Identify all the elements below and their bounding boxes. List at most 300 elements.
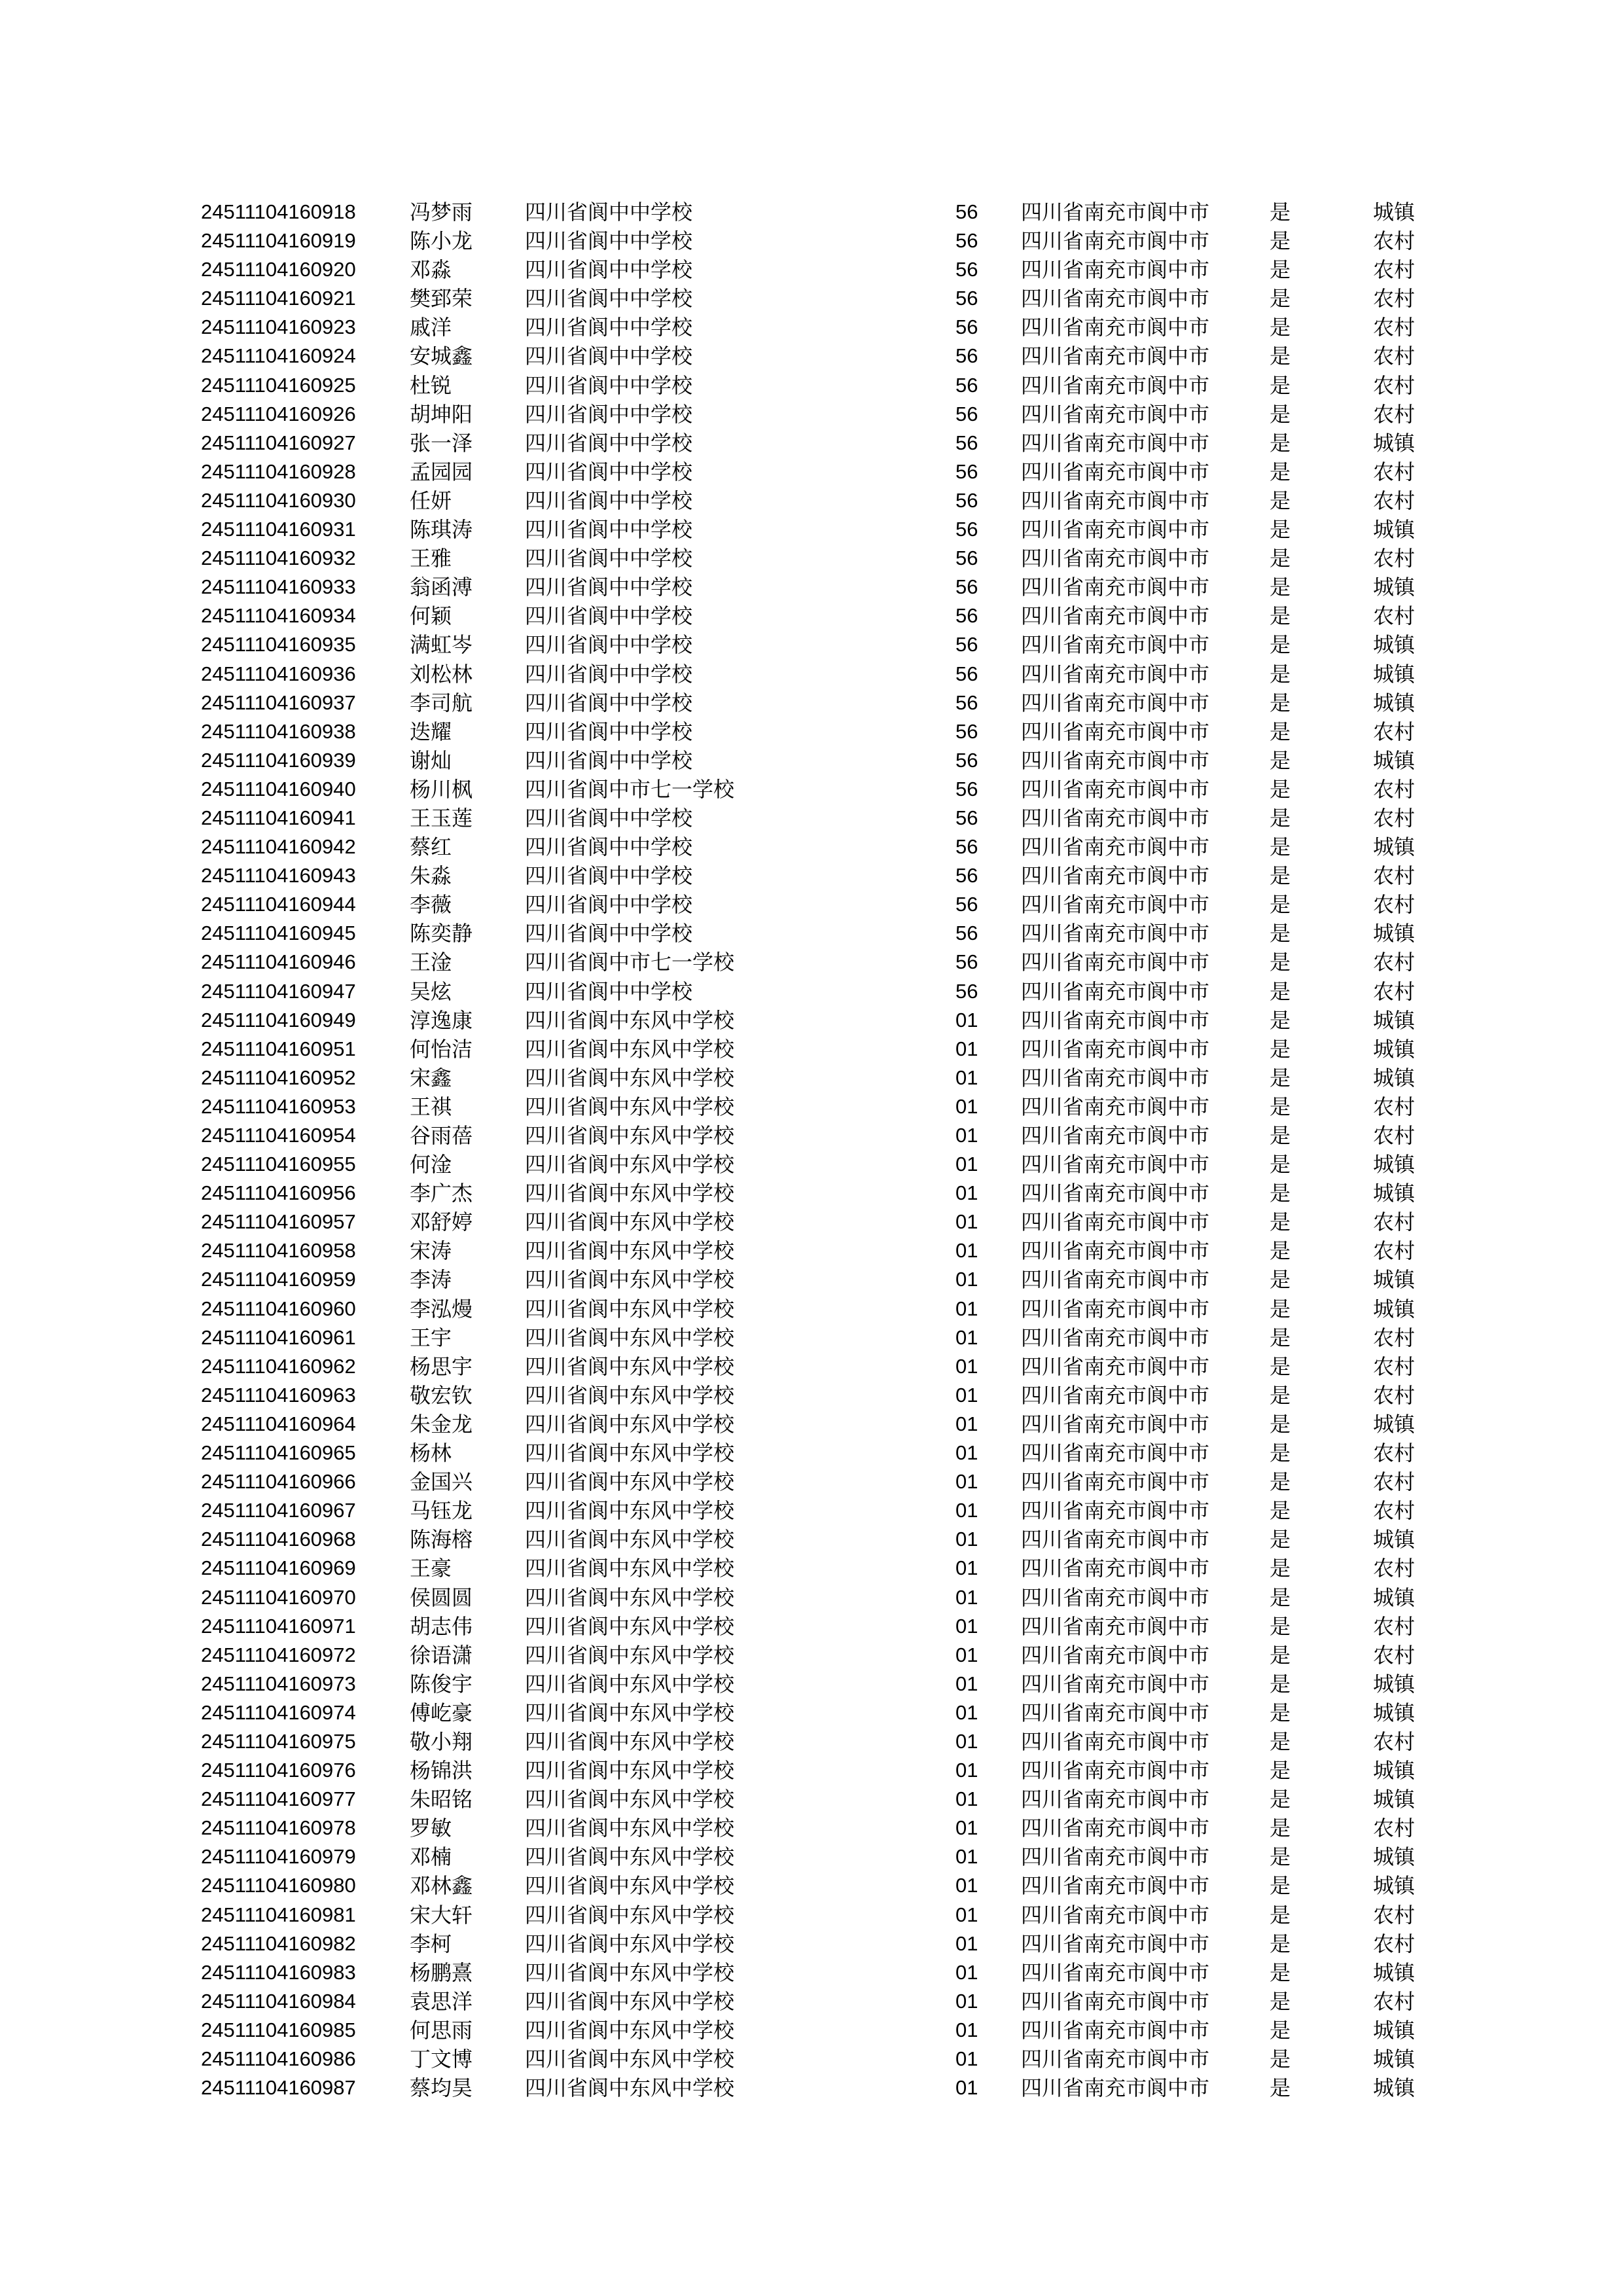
- eligibility-flag: 是: [1270, 661, 1291, 687]
- table-row: [0, 573, 1623, 601]
- household-region: 四川省南充市阆中市: [1021, 315, 1210, 340]
- school-name: 四川省阆中东风中学校: [525, 1354, 735, 1379]
- student-name: 罗敏: [410, 1816, 452, 1841]
- table-row: [0, 2016, 1623, 2045]
- school-name: 四川省阆中东风中学校: [525, 2075, 735, 2101]
- exam-number: 24511104160975: [201, 1729, 356, 1753]
- eligibility-flag: 是: [1270, 1411, 1291, 1437]
- household-region: 四川省南充市阆中市: [1021, 603, 1210, 629]
- eligibility-flag: 是: [1270, 459, 1291, 484]
- eligibility-flag: 是: [1270, 632, 1291, 658]
- eligibility-flag: 是: [1270, 200, 1291, 224]
- residence-type: 城镇: [1373, 1065, 1416, 1090]
- table-row: [0, 1901, 1623, 1929]
- exam-number: 24511104160947: [201, 979, 356, 1003]
- household-region: 四川省南充市阆中市: [1021, 1758, 1210, 1784]
- eligibility-flag: 是: [1270, 401, 1291, 427]
- household-region: 四川省南充市阆中市: [1021, 950, 1210, 975]
- table-row: [0, 1756, 1623, 1785]
- student-name: 王玉莲: [410, 805, 473, 831]
- residence-type: 农村: [1373, 1382, 1416, 1408]
- school-name: 四川省阆中东风中学校: [525, 2017, 735, 2043]
- student-name: 刘松林: [410, 661, 473, 687]
- student-name: 杜锐: [410, 372, 452, 398]
- school-code: 56: [955, 287, 978, 310]
- exam-number: 24511104160949: [201, 1008, 356, 1031]
- school-code: 01: [955, 1412, 978, 1435]
- exam-number: 24511104160923: [201, 315, 356, 339]
- exam-number: 24511104160986: [201, 2047, 356, 2070]
- residence-type: 农村: [1373, 1469, 1416, 1495]
- eligibility-flag: 是: [1270, 1325, 1291, 1350]
- school-code: 01: [955, 1989, 978, 2013]
- exam-number: 24511104160970: [201, 1585, 356, 1609]
- student-name: 李司航: [410, 690, 473, 715]
- table-row: [0, 1265, 1623, 1294]
- table-row: [0, 1150, 1623, 1179]
- exam-number: 24511104160935: [201, 633, 356, 656]
- residence-type: 农村: [1373, 978, 1416, 1004]
- table-row: [0, 1554, 1623, 1583]
- school-code: 56: [955, 922, 978, 945]
- school-code: 01: [955, 1960, 978, 1984]
- exam-number: 24511104160931: [201, 518, 356, 541]
- school-name: 四川省阆中东风中学校: [525, 1844, 735, 1870]
- residence-type: 城镇: [1373, 2047, 1416, 2072]
- eligibility-flag: 是: [1270, 1902, 1291, 1928]
- household-region: 四川省南充市阆中市: [1021, 863, 1210, 889]
- household-region: 四川省南充市阆中市: [1021, 1700, 1210, 1725]
- exam-number: 24511104160978: [201, 1816, 356, 1840]
- residence-type: 农村: [1373, 776, 1416, 802]
- household-region: 四川省南充市阆中市: [1021, 546, 1210, 571]
- student-name: 朱昭铭: [410, 1787, 473, 1812]
- exam-number: 24511104160937: [201, 691, 356, 714]
- exam-number: 24511104160971: [201, 1614, 356, 1638]
- school-name: 四川省阆中东风中学校: [525, 1642, 735, 1668]
- exam-number: 24511104160927: [201, 431, 356, 454]
- table-row: [0, 775, 1623, 804]
- table-row: [0, 2045, 1623, 2073]
- eligibility-flag: 是: [1270, 1960, 1291, 1985]
- student-name: 邓楠: [410, 1844, 452, 1870]
- exam-number: 24511104160984: [201, 1989, 356, 2013]
- student-name: 吴炫: [410, 978, 452, 1004]
- household-region: 四川省南充市阆中市: [1021, 1411, 1210, 1437]
- exam-number: 24511104160924: [201, 344, 356, 368]
- eligibility-flag: 是: [1270, 1729, 1291, 1754]
- table-row: [0, 977, 1623, 1006]
- household-region: 四川省南充市阆中市: [1021, 1671, 1210, 1696]
- school-code: 01: [955, 1787, 978, 1811]
- student-name: 胡志伟: [410, 1613, 473, 1639]
- household-region: 四川省南充市阆中市: [1021, 401, 1210, 427]
- table-row: [0, 1467, 1623, 1496]
- school-name: 四川省阆中中学校: [525, 315, 693, 340]
- school-name: 四川省阆中中学校: [525, 690, 693, 715]
- school-name: 四川省阆中东风中学校: [525, 1527, 735, 1552]
- school-code: 56: [955, 777, 978, 800]
- table-row: [0, 1035, 1623, 1064]
- eligibility-flag: 是: [1270, 575, 1291, 600]
- eligibility-flag: 是: [1270, 1873, 1291, 1899]
- household-region: 四川省南充市阆中市: [1021, 1585, 1210, 1610]
- eligibility-flag: 是: [1270, 1931, 1291, 1956]
- school-name: 四川省阆中东风中学校: [525, 1181, 735, 1206]
- student-name: 王淦: [410, 950, 452, 975]
- residence-type: 城镇: [1373, 632, 1416, 658]
- school-code: 56: [955, 979, 978, 1003]
- eligibility-flag: 是: [1270, 1700, 1291, 1725]
- table-row: [0, 1208, 1623, 1236]
- household-region: 四川省南充市阆中市: [1021, 286, 1210, 312]
- eligibility-flag: 是: [1270, 1758, 1291, 1784]
- residence-type: 城镇: [1373, 661, 1416, 687]
- table-row: [0, 1612, 1623, 1641]
- school-name: 四川省阆中中学校: [525, 978, 693, 1004]
- exam-number: 24511104160976: [201, 1759, 356, 1782]
- school-code: 56: [955, 575, 978, 599]
- exam-number: 24511104160943: [201, 864, 356, 888]
- student-name: 宋鑫: [410, 1065, 452, 1090]
- residence-type: 农村: [1373, 1556, 1416, 1581]
- student-name: 谢灿: [410, 747, 452, 773]
- table-row: [0, 1179, 1623, 1208]
- school-code: 01: [955, 1008, 978, 1031]
- student-name: 蔡红: [410, 834, 452, 860]
- student-name: 何颖: [410, 603, 452, 629]
- student-name: 宋大轩: [410, 1902, 473, 1928]
- student-name: 樊郅荣: [410, 286, 473, 312]
- student-name: 安城鑫: [410, 344, 473, 369]
- eligibility-flag: 是: [1270, 805, 1291, 831]
- household-region: 四川省南充市阆中市: [1021, 1931, 1210, 1956]
- exam-number: 24511104160969: [201, 1556, 356, 1580]
- student-name: 王豪: [410, 1556, 452, 1581]
- school-name: 四川省阆中东风中学校: [525, 1960, 735, 1985]
- residence-type: 城镇: [1373, 921, 1416, 946]
- eligibility-flag: 是: [1270, 1065, 1291, 1090]
- table-row: [0, 890, 1623, 919]
- residence-type: 城镇: [1373, 834, 1416, 860]
- household-region: 四川省南充市阆中市: [1021, 1816, 1210, 1841]
- household-region: 四川省南充市阆中市: [1021, 575, 1210, 600]
- school-code: 01: [955, 1816, 978, 1840]
- residence-type: 农村: [1373, 1210, 1416, 1235]
- household-region: 四川省南充市阆中市: [1021, 632, 1210, 658]
- school-code: 01: [955, 1210, 978, 1234]
- student-name: 朱淼: [410, 863, 452, 889]
- household-region: 四川省南充市阆中市: [1021, 2047, 1210, 2072]
- school-code: 01: [955, 1874, 978, 1897]
- household-region: 四川省南充市阆中市: [1021, 1123, 1210, 1148]
- school-code: 01: [955, 1153, 978, 1176]
- residence-type: 农村: [1373, 603, 1416, 629]
- school-code: 01: [955, 1931, 978, 1955]
- student-name: 敬小翔: [410, 1729, 473, 1754]
- eligibility-flag: 是: [1270, 950, 1291, 975]
- school-code: 01: [955, 1325, 978, 1349]
- table-row: [0, 948, 1623, 977]
- exam-number: 24511104160953: [201, 1094, 356, 1118]
- eligibility-flag: 是: [1270, 1441, 1291, 1466]
- school-code: 56: [955, 604, 978, 628]
- student-name: 何淦: [410, 1152, 452, 1177]
- student-name: 邓林鑫: [410, 1873, 473, 1899]
- student-name: 金国兴: [410, 1469, 473, 1495]
- table-row: [0, 1929, 1623, 1958]
- school-name: 四川省阆中东风中学校: [525, 1007, 735, 1033]
- school-code: 01: [955, 1499, 978, 1522]
- school-code: 56: [955, 258, 978, 281]
- student-name: 胡坤阳: [410, 401, 473, 427]
- school-name: 四川省阆中东风中学校: [525, 1671, 735, 1696]
- table-row: [0, 601, 1623, 630]
- school-name: 四川省阆中东风中学校: [525, 1036, 735, 1062]
- exam-number: 24511104160939: [201, 748, 356, 772]
- table-row: [0, 1323, 1623, 1352]
- school-name: 四川省阆中中学校: [525, 603, 693, 629]
- exam-number: 24511104160967: [201, 1499, 356, 1522]
- household-region: 四川省南充市阆中市: [1021, 1036, 1210, 1062]
- exam-number: 24511104160959: [201, 1268, 356, 1291]
- school-code: 56: [955, 806, 978, 829]
- residence-type: 城镇: [1373, 2075, 1416, 2101]
- student-name: 何怡洁: [410, 1036, 473, 1062]
- eligibility-flag: 是: [1270, 1238, 1291, 1264]
- school-code: 01: [955, 1672, 978, 1695]
- school-name: 四川省阆中中学校: [525, 401, 693, 427]
- eligibility-flag: 是: [1270, 344, 1291, 369]
- student-name: 丁文博: [410, 2047, 473, 2072]
- table-row: [0, 1525, 1623, 1554]
- household-region: 四川省南充市阆中市: [1021, 747, 1210, 773]
- table-row: [0, 313, 1623, 342]
- household-region: 四川省南充市阆中市: [1021, 1210, 1210, 1235]
- exam-number: 24511104160925: [201, 373, 356, 397]
- table-row: [0, 1814, 1623, 1842]
- household-region: 四川省南充市阆中市: [1021, 1296, 1210, 1321]
- residence-type: 农村: [1373, 372, 1416, 398]
- table-row: [0, 1496, 1623, 1525]
- student-name: 王宇: [410, 1325, 452, 1350]
- exam-number: 24511104160940: [201, 777, 356, 800]
- school-code: 01: [955, 1845, 978, 1869]
- household-region: 四川省南充市阆中市: [1021, 200, 1210, 224]
- residence-type: 农村: [1373, 1123, 1416, 1148]
- eligibility-flag: 是: [1270, 1816, 1291, 1841]
- school-code: 01: [955, 2018, 978, 2041]
- residence-type: 城镇: [1373, 1671, 1416, 1696]
- table-row: [0, 1641, 1623, 1670]
- eligibility-flag: 是: [1270, 257, 1291, 283]
- school-name: 四川省阆中中学校: [525, 344, 693, 369]
- school-code: 01: [955, 1037, 978, 1060]
- school-name: 四川省阆中中学校: [525, 372, 693, 398]
- school-code: 01: [955, 1239, 978, 1263]
- table-row: [0, 804, 1623, 833]
- school-code: 56: [955, 488, 978, 512]
- student-name: 杨川枫: [410, 776, 473, 802]
- table-row: [0, 1092, 1623, 1121]
- table-row: [0, 371, 1623, 400]
- residence-type: 农村: [1373, 805, 1416, 831]
- household-region: 四川省南充市阆中市: [1021, 892, 1210, 918]
- household-region: 四川省南充市阆中市: [1021, 1007, 1210, 1033]
- residence-type: 城镇: [1373, 575, 1416, 600]
- household-region: 四川省南充市阆中市: [1021, 805, 1210, 831]
- school-code: 56: [955, 200, 978, 223]
- eligibility-flag: 是: [1270, 372, 1291, 398]
- household-region: 四川省南充市阆中市: [1021, 1382, 1210, 1408]
- table-row: [0, 689, 1623, 717]
- household-region: 四川省南充市阆中市: [1021, 1902, 1210, 1928]
- school-name: 四川省阆中东风中学校: [525, 1700, 735, 1725]
- school-code: 56: [955, 950, 978, 974]
- residence-type: 农村: [1373, 459, 1416, 484]
- school-name: 四川省阆中中学校: [525, 286, 693, 312]
- household-region: 四川省南充市阆中市: [1021, 921, 1210, 946]
- student-name: 李涛: [410, 1267, 452, 1293]
- student-name: 翁函溥: [410, 575, 473, 600]
- table-row: [0, 1698, 1623, 1727]
- student-name: 淳逸康: [410, 1007, 473, 1033]
- eligibility-flag: 是: [1270, 1844, 1291, 1870]
- household-region: 四川省南充市阆中市: [1021, 1238, 1210, 1264]
- exam-number: 24511104160968: [201, 1528, 356, 1551]
- residence-type: 城镇: [1373, 1758, 1416, 1784]
- school-code: 01: [955, 1297, 978, 1320]
- table-row: [0, 1295, 1623, 1323]
- exam-number: 24511104160930: [201, 488, 356, 512]
- exam-number: 24511104160918: [201, 200, 356, 223]
- table-row: [0, 1236, 1623, 1265]
- residence-type: 农村: [1373, 863, 1416, 889]
- school-code: 56: [955, 547, 978, 570]
- eligibility-flag: 是: [1270, 1787, 1291, 1812]
- exam-number: 24511104160936: [201, 662, 356, 685]
- household-region: 四川省南充市阆中市: [1021, 1729, 1210, 1754]
- student-name: 张一泽: [410, 430, 473, 456]
- household-region: 四川省南充市阆中市: [1021, 1960, 1210, 1985]
- exam-number: 24511104160983: [201, 1960, 356, 1984]
- school-code: 56: [955, 864, 978, 888]
- student-name: 邓舒婷: [410, 1210, 473, 1235]
- school-name: 四川省阆中东风中学校: [525, 1296, 735, 1321]
- school-code: 56: [955, 748, 978, 772]
- exam-number: 24511104160946: [201, 950, 356, 974]
- school-code: 01: [955, 1383, 978, 1407]
- household-region: 四川省南充市阆中市: [1021, 1498, 1210, 1524]
- table-row: [0, 1381, 1623, 1410]
- table-row: [0, 660, 1623, 689]
- exam-number: 24511104160933: [201, 575, 356, 599]
- exam-number: 24511104160921: [201, 287, 356, 310]
- household-region: 四川省南充市阆中市: [1021, 1469, 1210, 1495]
- student-name: 朱金龙: [410, 1411, 473, 1437]
- eligibility-flag: 是: [1270, 978, 1291, 1004]
- school-name: 四川省阆中中学校: [525, 892, 693, 918]
- school-name: 四川省阆中东风中学校: [525, 1758, 735, 1784]
- residence-type: 农村: [1373, 1094, 1416, 1119]
- student-name: 袁思洋: [410, 1988, 473, 2014]
- school-name: 四川省阆中东风中学校: [525, 1556, 735, 1581]
- exam-number: 24511104160951: [201, 1037, 356, 1060]
- school-code: 01: [955, 1268, 978, 1291]
- eligibility-flag: 是: [1270, 1527, 1291, 1552]
- residence-type: 城镇: [1373, 690, 1416, 715]
- household-region: 四川省南充市阆中市: [1021, 1873, 1210, 1899]
- eligibility-flag: 是: [1270, 1094, 1291, 1119]
- residence-type: 城镇: [1373, 200, 1416, 224]
- exam-number: 24511104160919: [201, 229, 356, 253]
- table-row: [0, 284, 1623, 313]
- school-name: 四川省阆中东风中学校: [525, 1382, 735, 1408]
- eligibility-flag: 是: [1270, 1267, 1291, 1293]
- household-region: 四川省南充市阆中市: [1021, 1988, 1210, 2014]
- exam-number: 24511104160964: [201, 1412, 356, 1435]
- exam-number: 24511104160952: [201, 1066, 356, 1089]
- school-code: 56: [955, 315, 978, 339]
- school-name: 四川省阆中市七一学校: [525, 776, 735, 802]
- school-code: 56: [955, 662, 978, 685]
- eligibility-flag: 是: [1270, 834, 1291, 860]
- eligibility-flag: 是: [1270, 1671, 1291, 1696]
- school-name: 四川省阆中东风中学校: [525, 1065, 735, 1090]
- table-row: [0, 515, 1623, 544]
- student-name: 谷雨蓓: [410, 1123, 473, 1148]
- school-name: 四川省阆中中学校: [525, 834, 693, 860]
- household-region: 四川省南充市阆中市: [1021, 1094, 1210, 1119]
- table-row: [0, 544, 1623, 573]
- table-row: [0, 429, 1623, 457]
- household-region: 四川省南充市阆中市: [1021, 1613, 1210, 1639]
- school-name: 四川省阆中东风中学校: [525, 1267, 735, 1293]
- school-name: 四川省阆中东风中学校: [525, 1902, 735, 1928]
- school-name: 四川省阆中中学校: [525, 546, 693, 571]
- residence-type: 城镇: [1373, 1007, 1416, 1033]
- eligibility-flag: 是: [1270, 228, 1291, 254]
- school-code: 01: [955, 1759, 978, 1782]
- eligibility-flag: 是: [1270, 863, 1291, 889]
- table-row: [0, 1583, 1623, 1612]
- eligibility-flag: 是: [1270, 1556, 1291, 1581]
- table-row: [0, 342, 1623, 370]
- school-name: 四川省阆中东风中学校: [525, 1873, 735, 1899]
- residence-type: 农村: [1373, 546, 1416, 571]
- residence-type: 农村: [1373, 1902, 1416, 1928]
- school-name: 四川省阆中中学校: [525, 719, 693, 744]
- residence-type: 城镇: [1373, 1787, 1416, 1812]
- residence-type: 农村: [1373, 1729, 1416, 1754]
- school-name: 四川省阆中东风中学校: [525, 1585, 735, 1610]
- eligibility-flag: 是: [1270, 1585, 1291, 1610]
- school-name: 四川省阆中东风中学校: [525, 1787, 735, 1812]
- table-row: [0, 1352, 1623, 1381]
- household-region: 四川省南充市阆中市: [1021, 430, 1210, 456]
- school-code: 01: [955, 1643, 978, 1666]
- school-code: 01: [955, 2047, 978, 2070]
- household-region: 四川省南充市阆中市: [1021, 1325, 1210, 1350]
- school-name: 四川省阆中中学校: [525, 517, 693, 543]
- table-row: [0, 457, 1623, 486]
- student-name: 李泓熳: [410, 1296, 473, 1321]
- school-name: 四川省阆中东风中学校: [525, 1210, 735, 1235]
- exam-number: 24511104160961: [201, 1325, 356, 1349]
- school-code: 01: [955, 1903, 978, 1926]
- eligibility-flag: 是: [1270, 2017, 1291, 2043]
- household-region: 四川省南充市阆中市: [1021, 834, 1210, 860]
